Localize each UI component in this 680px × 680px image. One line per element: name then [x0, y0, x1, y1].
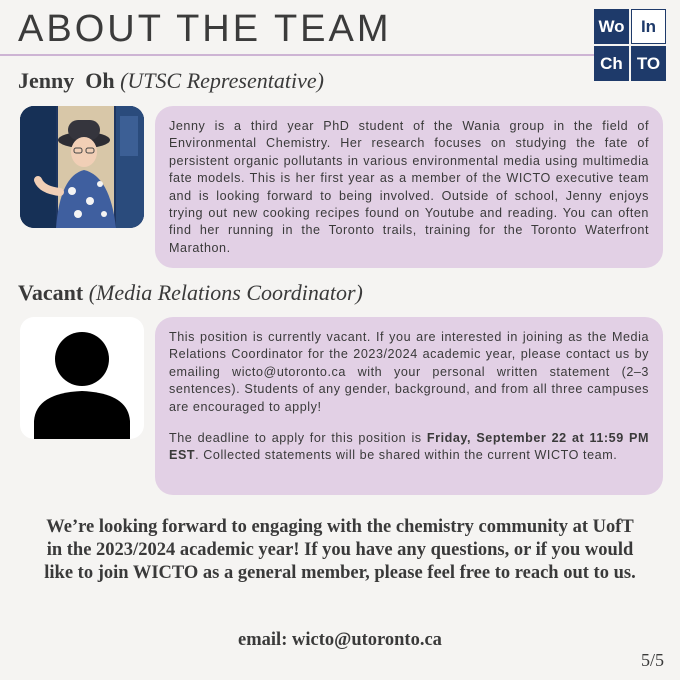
member-photo-jenny: [20, 106, 144, 228]
logo-cell-in: In: [631, 9, 666, 44]
placeholder-avatar: [20, 317, 144, 439]
closing-message: We’re looking forward to engaging with the chemistry community at UofT in the 2023/2024 academic year! If you have any questions, or if you would like to join WICTO as a general member, please feel free to reach out to us.: [44, 517, 636, 583]
logo-cell-to: TO: [631, 46, 666, 81]
header-divider: [0, 54, 594, 56]
deadline-date: Friday, September 22 at 11:59 PM EST: [169, 431, 649, 463]
member-name: Jenny Oh: [18, 68, 115, 93]
member-role: (UTSC Representative): [120, 68, 324, 93]
contact-email: email: wicto@utoronto.ca: [238, 630, 442, 650]
deadline-paragraph: [169, 430, 649, 465]
logo-cell-ch: Ch: [594, 46, 629, 81]
person-silhouette-icon: [20, 317, 144, 439]
member-heading-vacant: [18, 280, 363, 306]
deadline-outro: . Collected statements will be shared within the current WICTO team.: [195, 448, 618, 463]
page-title: ABOUT THE TEAM: [18, 8, 392, 50]
member-name: Vacant: [18, 280, 84, 305]
deadline-intro: The deadline to apply for this position is: [169, 431, 427, 446]
member-role: (Media Relations Coordinator): [88, 280, 363, 305]
logo-cell-wo: Wo: [594, 9, 629, 44]
vacancy-description: This position is currently vacant. If you are interested in joining as the Media Relations Coordinator for the 2023/2024 academic year, please contact us by emailing wicto@utoronto.ca with your personal written statement (2–3 sentences). Students of any gender, background, and from all three campuses are encouraged to apply!: [169, 330, 649, 414]
member-heading-jenny: [18, 68, 324, 94]
member-bio-jenny: Jenny is a third year PhD student of the Wania group in the field of Environmental Chemistry. Her research focuses on studying the fate of persistent organic pollutants in various environmental media using multimedia fate models. This is her first year as a member of the WICTO executive team and is looking forward to being involved. Outside of school, Jenny enjoys trying out new cooking recipes found on Youtube and reading. You can often find her running in the Toronto trails, training for the Toronto Waterfront Marathon.: [155, 106, 663, 268]
page-number: 5/5: [640, 650, 664, 670]
portrait-illustration: [20, 106, 144, 228]
member-bio-vacant: [155, 317, 663, 495]
wincho-logo: [594, 9, 666, 81]
